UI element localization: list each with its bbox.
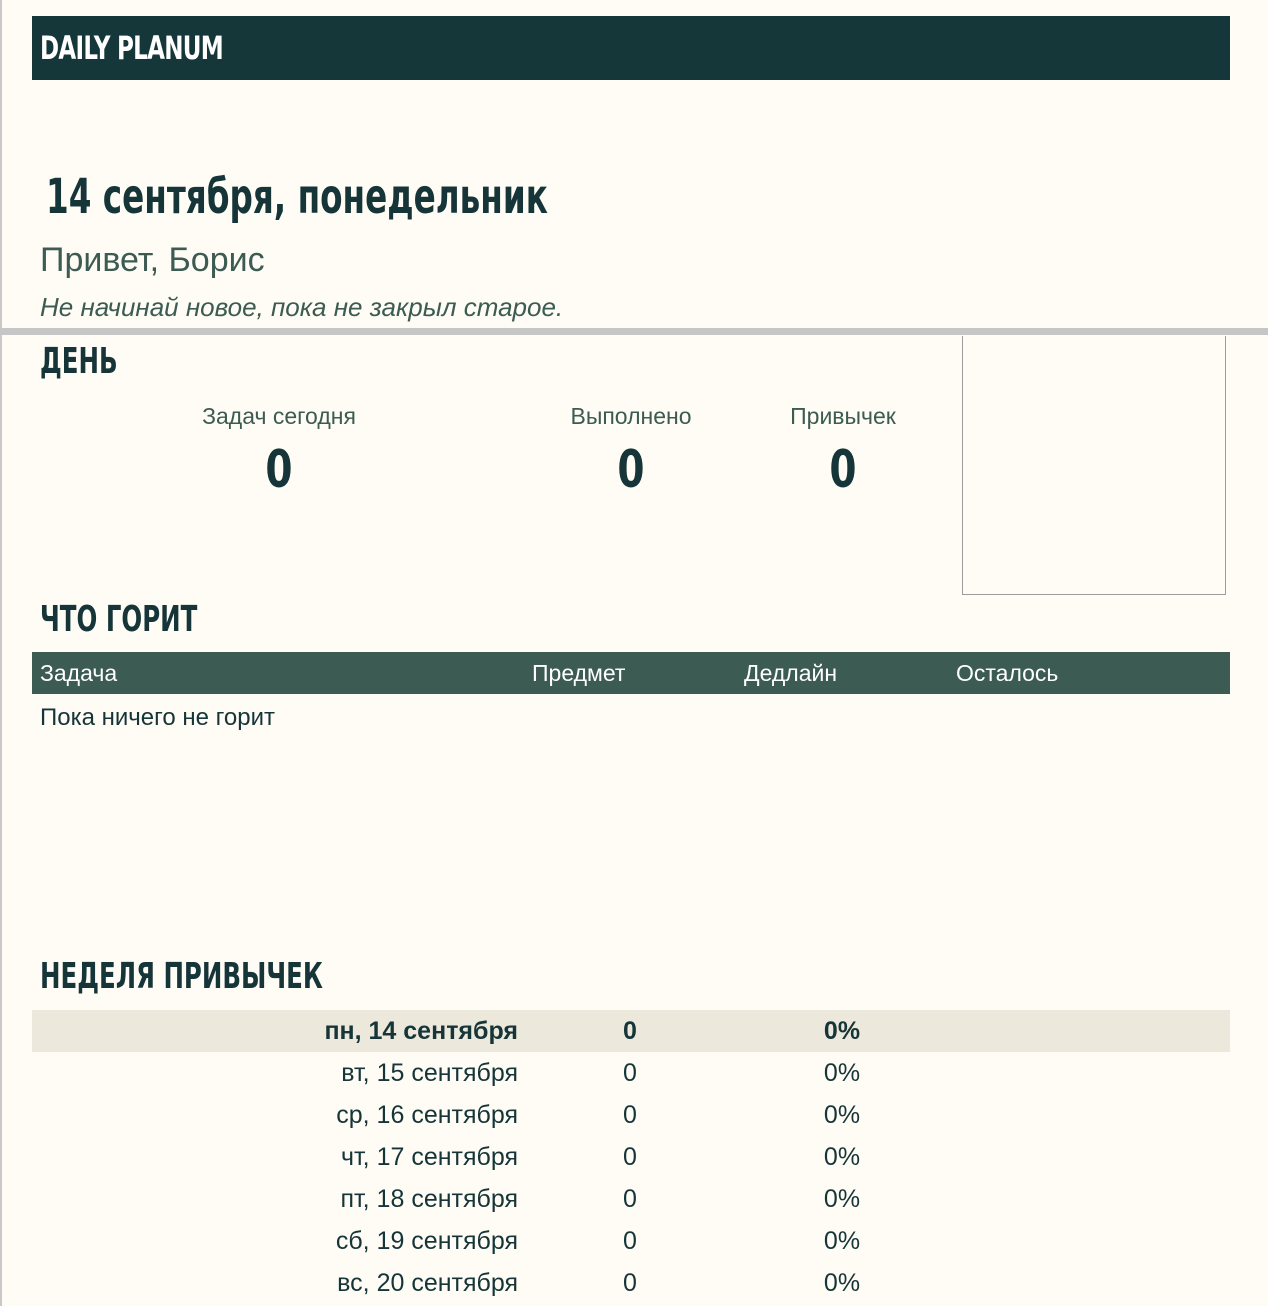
week-row-day: чт, 17 сентября xyxy=(340,1143,518,1171)
stat-value-tasks-today: 0 xyxy=(265,440,293,500)
column-header-deadline: Дедлайн xyxy=(744,660,838,686)
week-row-count: 0 xyxy=(623,1059,637,1087)
week-row-day: вт, 15 сентября xyxy=(341,1059,518,1087)
urgent-table-header xyxy=(32,652,1230,694)
urgent-empty-message: Пока ничего не горит xyxy=(40,704,275,731)
section-divider xyxy=(0,328,1268,335)
week-row-day: сб, 19 сентября xyxy=(335,1227,518,1255)
stat-value-habits: 0 xyxy=(829,440,857,500)
week-row-count: 0 xyxy=(623,1101,637,1129)
urgent-section-title: ЧТО ГОРИТ xyxy=(40,599,198,640)
week-row-percent: 0% xyxy=(823,1101,861,1129)
week-row-percent: 0% xyxy=(823,1143,861,1171)
week-row-count: 0 xyxy=(623,1017,637,1045)
week-row-percent: 0% xyxy=(823,1269,861,1297)
stat-label-completed: Выполнено xyxy=(570,403,692,429)
week-row-percent: 0% xyxy=(823,1017,861,1045)
habits-week-section-title: НЕДЕЛЯ ПРИВЫЧЕК xyxy=(40,956,323,997)
week-row xyxy=(32,1220,1230,1262)
week-row-count: 0 xyxy=(623,1227,637,1255)
column-header-subject: Предмет xyxy=(532,660,626,686)
week-row-day: ср, 16 сентября xyxy=(336,1101,518,1129)
greeting-text: Привет, Борис xyxy=(40,241,265,279)
side-panel-box xyxy=(962,336,1226,595)
week-row-day: пн, 14 сентября xyxy=(324,1017,518,1045)
week-row xyxy=(32,1178,1230,1220)
week-row-count: 0 xyxy=(623,1185,637,1213)
week-row xyxy=(32,1010,1230,1052)
week-row xyxy=(32,1136,1230,1178)
week-row-count: 0 xyxy=(623,1269,637,1297)
week-row-day: вс, 20 сентября xyxy=(337,1269,518,1297)
week-row-day: пт, 18 сентября xyxy=(340,1185,518,1213)
week-row-percent: 0% xyxy=(823,1227,861,1255)
page-date-title: 14 сентября, понедельник xyxy=(46,169,548,225)
week-row-count: 0 xyxy=(623,1143,637,1171)
week-row xyxy=(32,1094,1230,1136)
week-row xyxy=(32,1262,1230,1304)
column-header-task: Задача xyxy=(40,660,118,686)
app-header xyxy=(32,16,1230,80)
stat-value-completed: 0 xyxy=(617,440,645,500)
week-row-percent: 0% xyxy=(823,1059,861,1087)
app-title: DAILY PLANUM xyxy=(40,29,224,67)
column-header-remaining: Осталось xyxy=(956,660,1059,686)
daily-quote: Не начинай новое, пока не закрыл старое. xyxy=(40,292,564,322)
week-row-percent: 0% xyxy=(823,1185,861,1213)
left-border xyxy=(0,0,2,1306)
week-row xyxy=(32,1052,1230,1094)
stat-label-habits: Привычек xyxy=(790,403,896,429)
stat-label-tasks-today: Задач сегодня xyxy=(202,403,356,429)
day-section-title: ДЕНЬ xyxy=(40,341,118,382)
